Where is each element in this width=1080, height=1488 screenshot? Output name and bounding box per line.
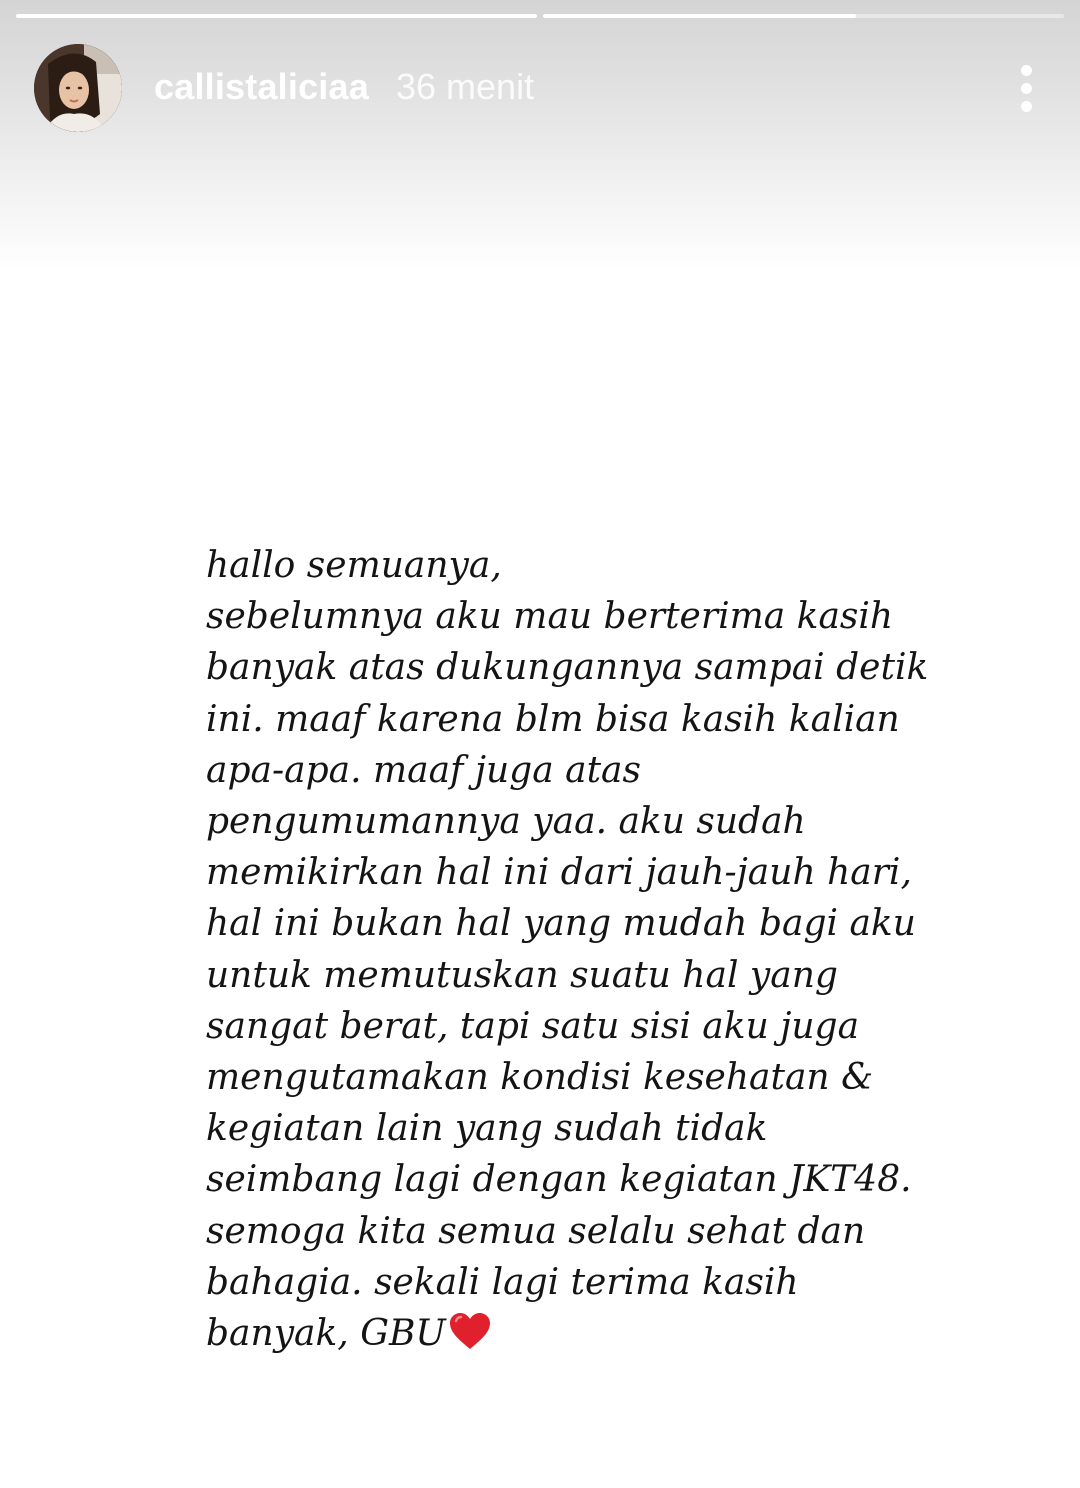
message-line: kegiatan lain yang sudah tidak <box>206 1108 768 1150</box>
story-message <box>206 540 929 1359</box>
more-vertical-icon <box>1021 65 1032 76</box>
progress-fill-1 <box>16 14 537 18</box>
username[interactable]: callistaliciaa <box>154 66 369 107</box>
message-line: hal ini bukan hal yang mudah bagi aku <box>206 903 916 945</box>
message-line: ini. maaf karena blm bisa kasih kalian <box>206 698 900 740</box>
red-heart-icon <box>448 1311 492 1351</box>
message-line: semoga kita semua selalu sehat dan <box>206 1210 866 1252</box>
story-header <box>34 44 1046 132</box>
message-line: apa-apa. maaf juga atas <box>206 749 641 791</box>
progress-segment-1 <box>16 14 537 18</box>
message-line-last <box>206 1308 926 1359</box>
message-line: seimbang lagi dengan kegiatan JKT48. <box>206 1159 912 1201</box>
message-line: bahagia. sekali lagi terima kasih <box>206 1261 799 1303</box>
message-line: untuk memutuskan suatu hal yang <box>206 954 838 996</box>
profile-photo-icon <box>34 44 122 132</box>
message-line: memikirkan hal ini dari jauh-jauh hari, <box>206 852 912 894</box>
message-line: hallo semuanya, <box>206 545 502 586</box>
story-progress-bars <box>16 14 1064 18</box>
story-timestamp: 36 menit <box>396 66 535 107</box>
avatar[interactable] <box>34 44 122 132</box>
message-line: pengumumannya yaa. aku sudah <box>206 801 806 843</box>
message-line-text: banyak, GBU <box>206 1313 446 1355</box>
message-line: sangat berat, tapi satu sisi aku juga <box>206 1005 860 1047</box>
more-options-button[interactable] <box>1006 58 1046 118</box>
message-line: banyak atas dukungannya sampai detik <box>206 647 929 689</box>
message-line: sebelumnya aku mau berterima kasih <box>206 596 894 638</box>
progress-fill-2 <box>543 14 856 18</box>
message-line: mengutamakan kondisi kesehatan & <box>206 1057 874 1099</box>
top-gradient-overlay <box>0 0 1080 270</box>
more-vertical-icon-dot <box>1021 101 1032 112</box>
more-vertical-icon-dot <box>1021 83 1032 94</box>
progress-segment-2 <box>543 14 1064 18</box>
